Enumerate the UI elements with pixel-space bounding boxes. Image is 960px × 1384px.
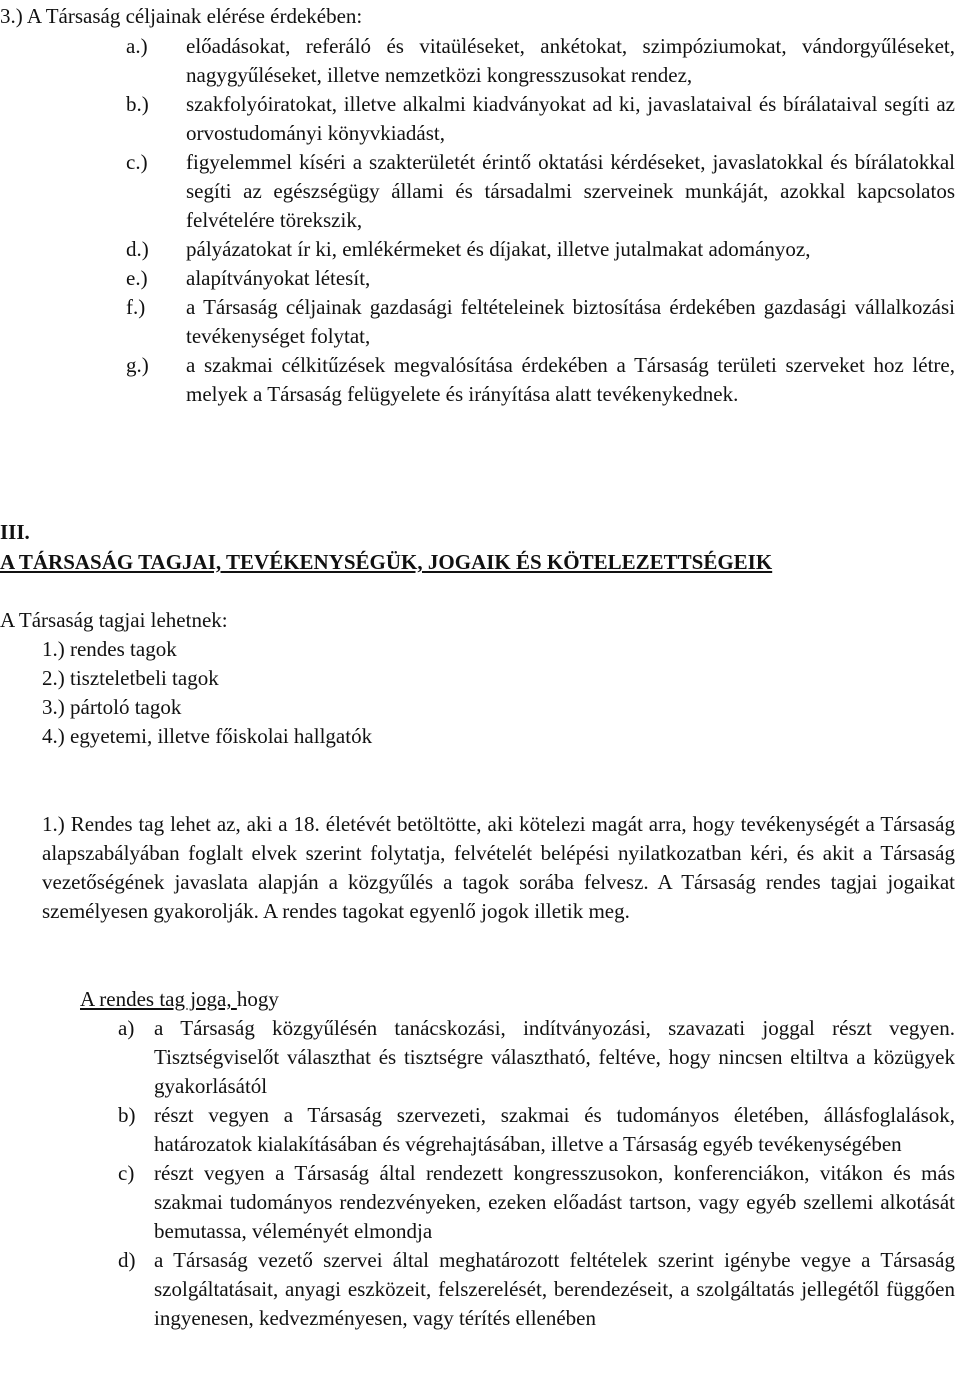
list-item-text: előadásokat, referáló és vitaüléseket, ankétokat, szimpóziumokat, vándorgyűléseket, nagygyűléseket, illetve nemzetközi kongresszusokat rendez, (186, 34, 955, 87)
rights-title-rest: hogy (236, 987, 279, 1011)
list-item: 2.) tiszteletbeli tagok (42, 666, 219, 690)
member-types-list (42, 635, 372, 751)
list-item (0, 90, 955, 148)
list-item-label: c.) (126, 150, 148, 174)
list-item (0, 148, 955, 235)
list-item: 4.) egyetemi, illetve főiskolai hallgatók (42, 724, 373, 748)
list-item: 1.) rendes tagok (42, 637, 177, 661)
list-item-text: a szakmai célkitűzések megvalósítása érdekében a Társaság területi szerveket hoz létre, melyek a Társaság felügyelete és irányítása alatt tevékenykednek. (186, 353, 955, 406)
list-item-text: figyelemmel kíséri a szakterületét érintő oktatási kérdéseket, javaslatokkal és bírálatokkal segíti az egészségügy állami és társadalmi szerveinek munkáját, azokkal kapcsolatos felvételére törekszik, (186, 150, 955, 232)
list-item-label: f.) (126, 295, 146, 319)
list-item-label: c) (118, 1161, 135, 1185)
rights-title (80, 985, 279, 1014)
list-item (0, 351, 955, 409)
list-item-label: b) (118, 1103, 136, 1127)
list-item-label: g.) (126, 353, 149, 377)
list-item-text: a Társaság vezető szervei által meghatározott feltételek szerint igénybe vegye a Társaság szolgáltatásait, anyagi eszközeit, felszerelését, berendezéseit, a szolgáltatás jellegétől függően ingyenesen, kedvezményesen, vagy térítés ellenében (154, 1248, 955, 1330)
list-item (0, 293, 955, 351)
list-item-text: alapítványokat létesít, (186, 266, 371, 290)
section3-list (0, 32, 955, 409)
section3-header: 3.) A Társaság céljainak elérése érdekében: (0, 4, 363, 28)
list-item-label: d) (118, 1248, 136, 1272)
list-item-label: a) (118, 1016, 135, 1040)
list-item-text: pályázatokat ír ki, emlékérmeket és díjakat, illetve jutalmakat adományoz, (186, 237, 811, 261)
list-item-label: e.) (126, 266, 148, 290)
list-item-text: a Társaság közgyűlésén tanácskozási, indítványozási, szavazati joggal részt vegyen. Tisztségviselőt választhat és tisztségre választható, feltéve, hogy nincsen eltiltva a közügyek gyakorlásától (154, 1016, 955, 1098)
list-item-label: b.) (126, 92, 149, 116)
list-item (118, 1159, 955, 1246)
rights-list (118, 1014, 955, 1333)
list-item (0, 235, 955, 264)
list-item (0, 264, 955, 293)
list-item-text: részt vegyen a Társaság által rendezett kongresszusokon, konferenciákon, vitákon és más szakmai tudományos rendezvényeken, ezeken előadást tartson, vagy egyéb szellemi alkotását bemutassa, véleményét elmondja (154, 1161, 955, 1243)
list-item (118, 1101, 955, 1159)
list-item: 3.) pártoló tagok (42, 695, 182, 719)
section-title: A TÁRSASÁG TAGJAI, TEVÉKENYSÉGÜK, JOGAIK ÉS KÖTELEZETTSÉGEIK (0, 550, 773, 574)
list-item-text: részt vegyen a Társaság szervezeti, szakmai és tudományos életében, állásfoglalások, határozatok kialakításában és végrehajtásában, illetve a Társaság egyéb tevékenységében (154, 1103, 955, 1156)
list-item-text: a Társaság céljainak gazdasági feltételeinek biztosítása érdekében gazdasági vállalkozási tevékenységet folytat, (186, 295, 955, 348)
regular-member-paragraph: 1.) Rendes tag lehet az, aki a 18. életévét betöltötte, aki kötelezi magát arra, hogy tevékenységét a Társaság alapszabályában foglalt elvek szerint folytatja, felvételét belépési nyilatkozatban kéri, és akit a Társaság vezetőségének javaslata alapján a közgyűlés a tagok sorába felvesz. A Társaság rendes tagjai jogaikat személyesen gyakorolják. A rendes tagokat egyenlő jogok illetik meg. (42, 812, 955, 923)
list-item (0, 32, 955, 90)
rights-title-underlined: A rendes tag joga, (80, 987, 237, 1011)
members-intro: A Társaság tagjai lehetnek: (0, 608, 228, 632)
list-item-label: a.) (126, 34, 148, 58)
list-item-label: d.) (126, 237, 149, 261)
list-item (118, 1014, 955, 1101)
section-number: III. (0, 520, 30, 544)
list-item-text: szakfolyóiratokat, illetve alkalmi kiadványokat ad ki, javaslataival és bírálataival segíti az orvostudományi könyvkiadást, (186, 92, 955, 145)
list-item (118, 1246, 955, 1333)
